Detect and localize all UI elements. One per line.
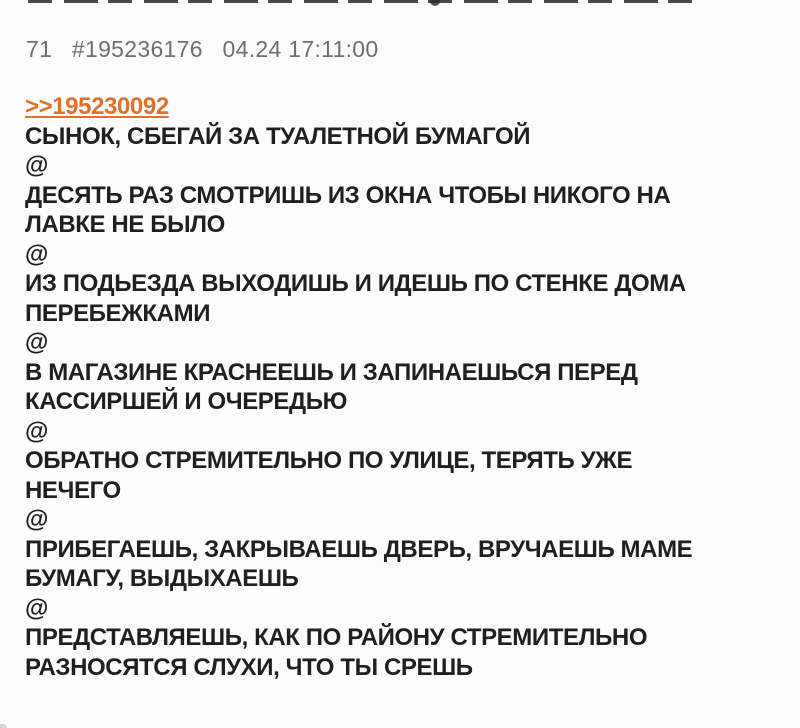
post-text-line: @: [25, 417, 49, 445]
post-text-line: В МАГАЗИНЕ КРАСНЕЕШЬ И ЗАПИНАЕШЬСЯ ПЕРЕД: [25, 358, 638, 386]
post-text-line: @: [25, 240, 49, 268]
post-id-link[interactable]: #195236176: [71, 36, 203, 62]
post-ordinal: 71: [26, 36, 53, 62]
post-text-line: @: [25, 594, 49, 622]
screenshot-corner-artifact: [0, 724, 7, 728]
post-text-line: ДЕСЯТЬ РАЗ СМОТРИШЬ ИЗ ОКНА ЧТОБЫ НИКОГО НА: [25, 181, 671, 209]
post-datetime: 04.24 17:11:00: [222, 36, 379, 62]
reply-link-line: [25, 92, 785, 122]
post-text-line: @: [25, 152, 49, 179]
post-text-line: ПРЕДСТАВЛЯЕШЬ, КАК ПО РАЙОНУ СТРЕМИТЕЛЬНО: [25, 624, 648, 651]
post-text-line: СЫНОК, СБЕГАЙ ЗА ТУАЛЕТНОЙ БУМАГОЙ: [25, 122, 531, 150]
post-text-line: ИЗ ПОДЬЕЗДА ВЫХОДИШЬ И ИДЕШЬ ПО СТЕНКЕ ДОМА: [25, 270, 686, 297]
post-text-line: БУМАГУ, ВЫДЫХАЕШЬ: [25, 565, 299, 592]
post-text-line: @: [25, 506, 49, 533]
post-text-line: ПЕРЕБЕЖКАМИ: [25, 299, 211, 327]
post-text-line: ОБРАТНО СТРЕМИТЕЛЬНО ПО УЛИЦЕ, ТЕРЯТЬ УЖЕ: [25, 447, 633, 474]
cropped-text-remnant: [28, 0, 693, 3]
post-text-line: ПРИБЕГАЕШЬ, ЗАКРЫВАЕШЬ ДВЕРЬ, ВРУЧАЕШЬ МАМЕ: [25, 535, 693, 563]
reply-link[interactable]: >>195230092: [25, 93, 169, 120]
post-text-line: ЛАВКЕ НЕ БЫЛО: [25, 211, 225, 238]
post-text-line: @: [25, 329, 49, 356]
cropped-text-remnant-descender: [430, 0, 440, 6]
post-text-line: РАЗНОСЯТСЯ СЛУХИ, ЧТО ТЫ СРЕШЬ: [25, 653, 473, 681]
post-body: [25, 92, 785, 682]
post-text-line: НЕЧЕГО: [25, 476, 121, 504]
post-header: [26, 36, 378, 63]
post-text-line: КАССИРШЕЙ И ОЧЕРЕДЬЮ: [25, 388, 347, 415]
